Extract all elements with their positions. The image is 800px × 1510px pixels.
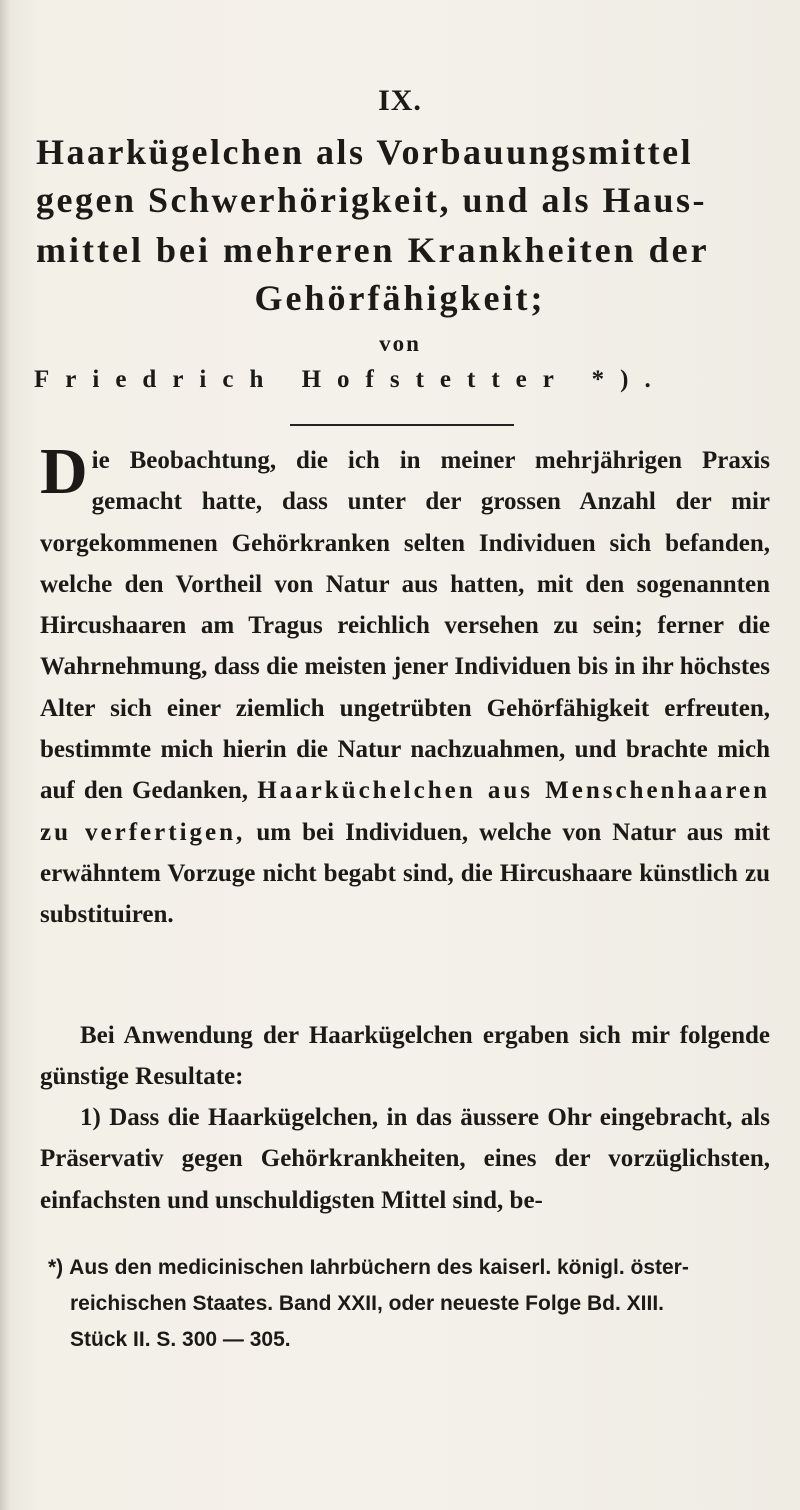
section-divider [290,424,514,426]
paragraph-2 [40,1015,770,1098]
footnote [48,1250,768,1358]
paragraph-1-spaced-phrase: Haarküchelchen aus Menschenhaaren zu verfertigen, [40,777,771,846]
paragraph-3 [40,1097,770,1221]
paragraph-2-text: Bei Anwendung der Haarkügelchen ergaben sich mir folgende günstige Resultate: [40,1022,770,1091]
paragraph-1-text-a: ie Beobachtung, die ich in meiner mehrjährigen Praxis gemacht hatte, dass unter der grossen Anzahl der mir vorgekommenen Gehörkranken selten Individuen sich befanden, welche den Vortheil von Natur aus hatten, mit den sogenannten Hircushaaren am Tragus reichlich versehen zu sein; ferner die Wahrnehmung, dass die meisten jener Individuen bis in ihr höchstes Alter sich einer ziemlich ungetrübten Gehörfähigkeit erfreuten, bestimmte mich hierin die Natur nachzuahmen, und brachte mich auf den Gedanken, [40,447,770,805]
footnote-line-1: Aus den medicinischen Iahrbüchern des kaiserl. königl. öster- [69,1256,689,1279]
author-name: Friedrich Hofstetter *). [34,366,667,393]
footnote-line-3: Stück II. S. 300 — 305. [70,1328,291,1351]
drop-cap: D [40,435,88,508]
title-line-3: mittel bei mehreren Krankheiten der [36,230,710,270]
title-line-4: Gehörfähigkeit; [254,278,546,318]
paragraph-1-text-b: um bei Individuen, welche von Natur aus mit erwähntem Vorzuge nicht begabt sind, die Hircushaare künstlich zu substituiren. [40,818,771,929]
chapter-numeral: IX. [378,84,422,117]
page-edge-shadow [0,0,10,1510]
paragraph-1 [40,435,771,936]
footnote-line-2: reichischen Staates. Band XXII, oder neueste Folge Bd. XIII. [70,1292,664,1315]
footnote-mark: *) [48,1256,64,1279]
paragraph-3-text: 1) Dass die Haarkügelchen, in das äussere Ohr eingebracht, als Präservativ gegen Gehörkrankheiten, eines der vorzüglichsten, einfachsten und unschuldigsten Mittel sind, be- [40,1104,770,1214]
title-line-2: gegen Schwerhörigkeit, und als Haus- [36,180,708,220]
byline-von: von [379,331,421,356]
title-line-1: Haarkügelchen als Vorbauungsmittel [36,132,694,172]
